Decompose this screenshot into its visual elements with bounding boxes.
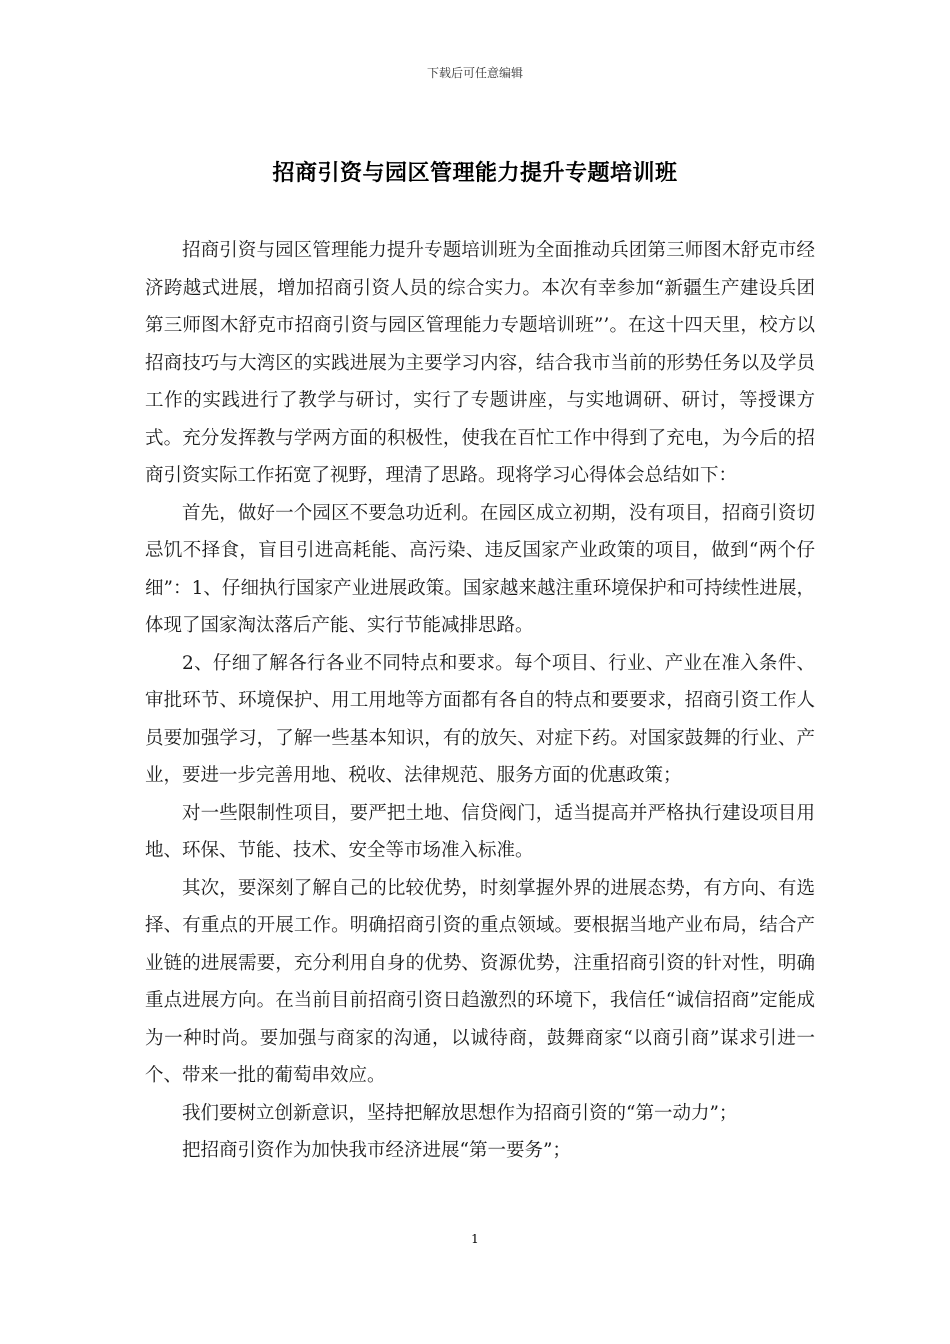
paragraph-3: 2、仔细了解各行各业不同特点和要求。每个项目、行业、产业在准入条件、审批环节、环境保护、用工用地等方面都有各自的特点和要要求，招商引资工作人员要加强学习，了解一些基本知识，有的放矢、对症下药。对国家鼓舞的行业、产业，要进一步完善用地、税收、法律规范、服务方面的优惠政策； <box>145 652 815 786</box>
paragraph-1: 招商引资与园区管理能力提升专题培训班为全面推动兵团第三师图木舒克市经济跨越式进展，增加招商引资人员的综合实力。本次有幸参加“新疆生产建设兵团第三师图木舒克市招商引资与园区管理能力专题培训班”’。在这十四天里，校方以招商技巧与大湾区的实践进展为主要学习内容，结合我市当前的形势任务以及学员工作的实践进行了教学与研讨，实行了专题讲座，与实地调研、研讨，等授课方式。充分发挥教与学两方面的积极性，使我在百忙工作中得到了充电，为今后的招商引资实际工作拓宽了视野，理清了思路。现将学习心得体会总结如下： <box>145 240 815 486</box>
paragraph-5: 其次，要深刻了解自己的比较优势，时刻掌握外界的进展态势，有方向、有选择、有重点的开展工作。明确招商引资的重点领域。要根据当地产业布局，结合产业链的进展需要，充分利用自身的优势、资源优势，注重招商引资的针对性，明确重点进展方向。在当前目前招商引资日趋激烈的环境下，我信任“诚信招商”定能成为一种时尚。要加强与商家的沟通，以诚待商，鼓舞商家“以商引商”谋求引进一个、带来一批的葡萄串效应。 <box>145 877 815 1086</box>
paragraph-4: 对一些限制性项目，要严把土地、信贷阀门，适当提高并严格执行建设项目用地、环保、节能、技术、安全等市场准入标准。 <box>145 802 815 861</box>
header-note: 下载后可任意编辑 <box>426 66 523 80</box>
document-title: 招商引资与园区管理能力提升专题培训班 <box>272 160 678 186</box>
document-body <box>145 232 815 1170</box>
paragraph-7: 把招商引资作为加快我市经济进展“第一要务”； <box>182 1140 571 1161</box>
page-number: 1 <box>471 1232 479 1246</box>
paragraph-6: 我们要树立创新意识，坚持把解放思想作为招商引资的“第一动力”； <box>182 1102 738 1124</box>
paragraph-2: 首先，做好一个园区不要急功近利。在园区成立初期，没有项目，招商引资切忌饥不择食，盲目引进高耗能、高污染、违反国家产业政策的项目，做到“两个仔细”：1、仔细执行国家产业进展政策。国家越来越注重环境保护和可持续性进展，体现了国家淘汰落后产能、实行节能减排思路。 <box>145 502 815 636</box>
